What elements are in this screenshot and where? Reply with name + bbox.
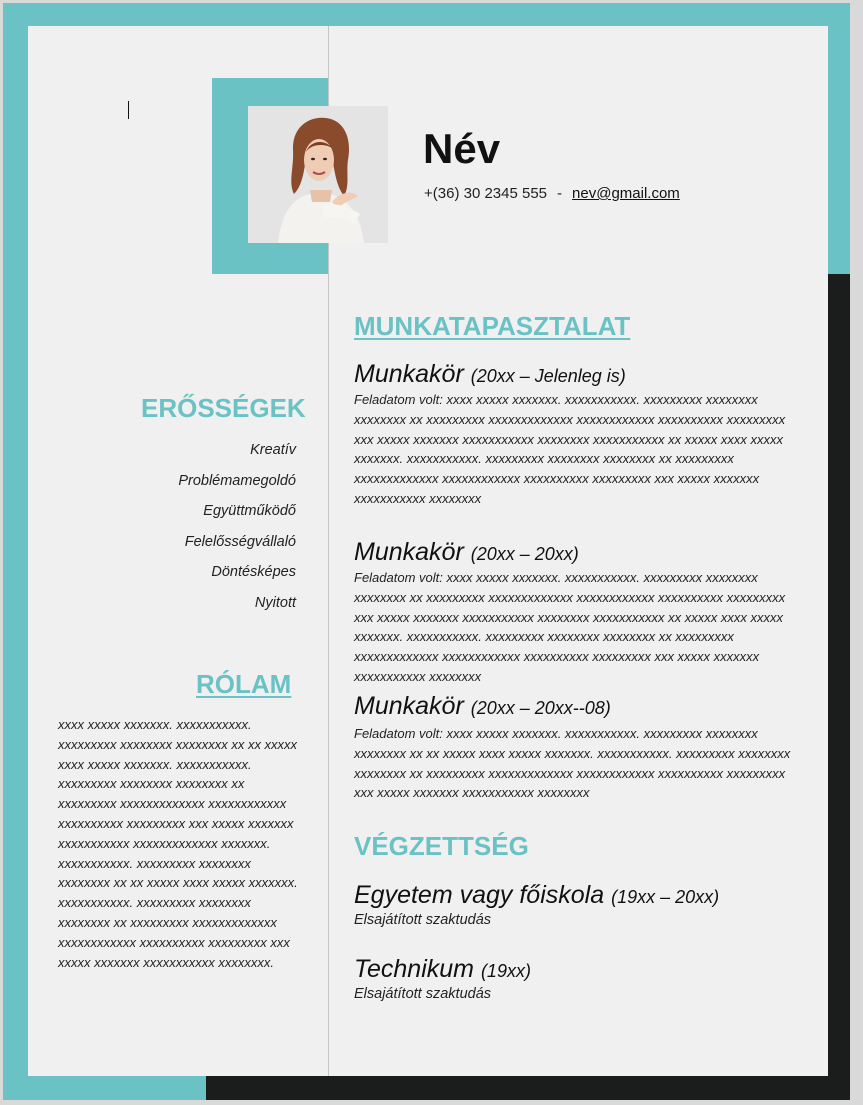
job-role: Munkakör bbox=[354, 538, 464, 566]
experience-title: MUNKATAPASZTALAT bbox=[354, 311, 631, 341]
email-link[interactable]: nev@gmail.com bbox=[572, 185, 680, 202]
education-dates: (19xx – 20xx) bbox=[611, 887, 720, 907]
strength-item: Felelősségvállaló bbox=[184, 533, 296, 550]
job-role: Munkakör bbox=[354, 360, 464, 388]
contact-line bbox=[424, 185, 680, 202]
text-cursor bbox=[128, 101, 129, 119]
education-note-1: Elsajátított szaktudás bbox=[354, 912, 492, 928]
job-title-1 bbox=[354, 362, 626, 387]
school-name: Egyetem vagy főiskola bbox=[354, 881, 605, 909]
education-item-2 bbox=[354, 957, 531, 982]
strengths-list bbox=[60, 439, 296, 622]
page-frame-dark-bottom bbox=[206, 1076, 850, 1100]
job-description-1: Feladatom volt: xxxx xxxxx xxxxxxx. xxxxxxxxxxx. xxxxxxxxx xxxxxxxx xxxxxxxx xx xxxxxxxxx xxxxxxxxxxxxx xxxxxxxxxxxx xxxxxxxxxx xxxxxxxxx xxx xxxxx xxxxxxx xxxxxxxxxxx xxxxxxxx xxxxxxxxxxx xx xxxxx xxxx xxxxx xxxxxxx. xxxxxxxxxxx. xxxxxxxxx xxxxxxxx xxxxxxxx xx xxxxxxxxx xxxxxxxxxxxxx xxxxxxxxxxxx xxxxxxxxxx xxxxxxxxx xxx xxxxx xxxxxxx xxxxxxxxxxx xxxxxxxx bbox=[354, 392, 786, 506]
job-dates: (20xx – 20xx--08) bbox=[470, 698, 611, 718]
profile-photo[interactable] bbox=[248, 106, 388, 243]
job-title-2 bbox=[354, 540, 579, 565]
job-description-2: Feladatom volt: xxxx xxxxx xxxxxxx. xxxxxxxxxxx. xxxxxxxxx xxxxxxxx xxxxxxxx xx xxxxxxxxx xxxxxxxxxxxxx xxxxxxxxxxxx xxxxxxxxxx xxxxxxxxx xxx xxxxx xxxxxxx xxxxxxxxxxx xxxxxxxx xxxxxxxxxxx xx xxxxx xxxx xxxxx xxxxxxx. xxxxxxxxxxx. xxxxxxxxx xxxxxxxx xxxxxxxx xx xxxxxxxxx xxxxxxxxxxxxx xxxxxxxxxxxx xxxxxxxxxx xxxxxxxxx xxx xxxxx xxxxxxx xxxxxxxxxxx xxxxxxxx bbox=[354, 570, 786, 684]
about-title: RÓLAM bbox=[196, 669, 292, 699]
job-dates: (20xx – 20xx) bbox=[470, 544, 579, 564]
education-item-1 bbox=[354, 883, 719, 908]
strength-item: Problémamegoldó bbox=[178, 472, 296, 489]
job-title-3 bbox=[354, 694, 611, 719]
candidate-name: Név bbox=[423, 125, 501, 172]
job-role: Munkakör bbox=[354, 692, 464, 720]
strength-item: Kreatív bbox=[250, 442, 296, 458]
strength-item: Döntésképes bbox=[211, 564, 296, 580]
contact-separator: - bbox=[557, 185, 563, 202]
school-name: Technikum bbox=[354, 955, 474, 983]
education-title: VÉGZETTSÉG bbox=[354, 831, 529, 861]
strength-item: Nyitott bbox=[254, 594, 296, 611]
page-frame-dark-right bbox=[828, 274, 850, 1100]
about-text: xxxx xxxxx xxxxxxx. xxxxxxxxxxx. xxxxxxxxx xxxxxxxx xxxxxxxx xx xx xxxxx xxxx xxxxx xxxxxxx. xxxxxxxxxxx. xxxxxxxxx xxxxxxxx xxxxxxxx xx xxxxxxxxx xxxxxxxxxxxxx xxxxxxxxxxxx xxxxxxxxxx xxxxxxxxx xxx xxxxx xxxxxxx xxxxxxxxxxx xxxxxxxxxxxxx xxxxxxx. xxxxxxxxxxx. xxxxxxxxx xxxxxxxx xxxxxxxx xx xx xxxxx xxxx xxxxx xxxxxxx. xxxxxxxxxxx. xxxxxxxxx xxxxxxxx xxxxxxxx xx xxxxxxxxx xxxxxxxxxxxxx xxxxxxxxxxxx xxxxxxxxxx xxxxxxxxx xxx xxxxx xxxxxxx xxxxxxxxxxx xxxxxxxx. bbox=[58, 717, 298, 970]
education-note-2: Elsajátított szaktudás bbox=[354, 986, 492, 1002]
education-dates: (19xx) bbox=[480, 961, 531, 981]
job-description-3: Feladatom volt: xxxx xxxxx xxxxxxx. xxxxxxxxxxx. xxxxxxxxx xxxxxxxx xxxxxxxx xx xx xxxxx xxxx xxxxx xxxxxxx. xxxxxxxxxxx. xxxxxxxxx xxxxxxxx xxxxxxxx xx xxxxxxxxx xxxxxxxxxxxxx xxxxxxxxxxxx xxxxxxxxxx xxxxxxxxx xxx xxxxx xxxxxxx xxxxxxxxxxx xxxxxxxx bbox=[354, 726, 791, 801]
phone-number: +(36) 30 2345 555 bbox=[424, 185, 548, 202]
strengths-title: ERŐSSÉGEK bbox=[141, 393, 306, 423]
job-dates: (20xx – Jelenleg is) bbox=[470, 366, 626, 386]
strength-item: Együttműködő bbox=[203, 503, 296, 519]
